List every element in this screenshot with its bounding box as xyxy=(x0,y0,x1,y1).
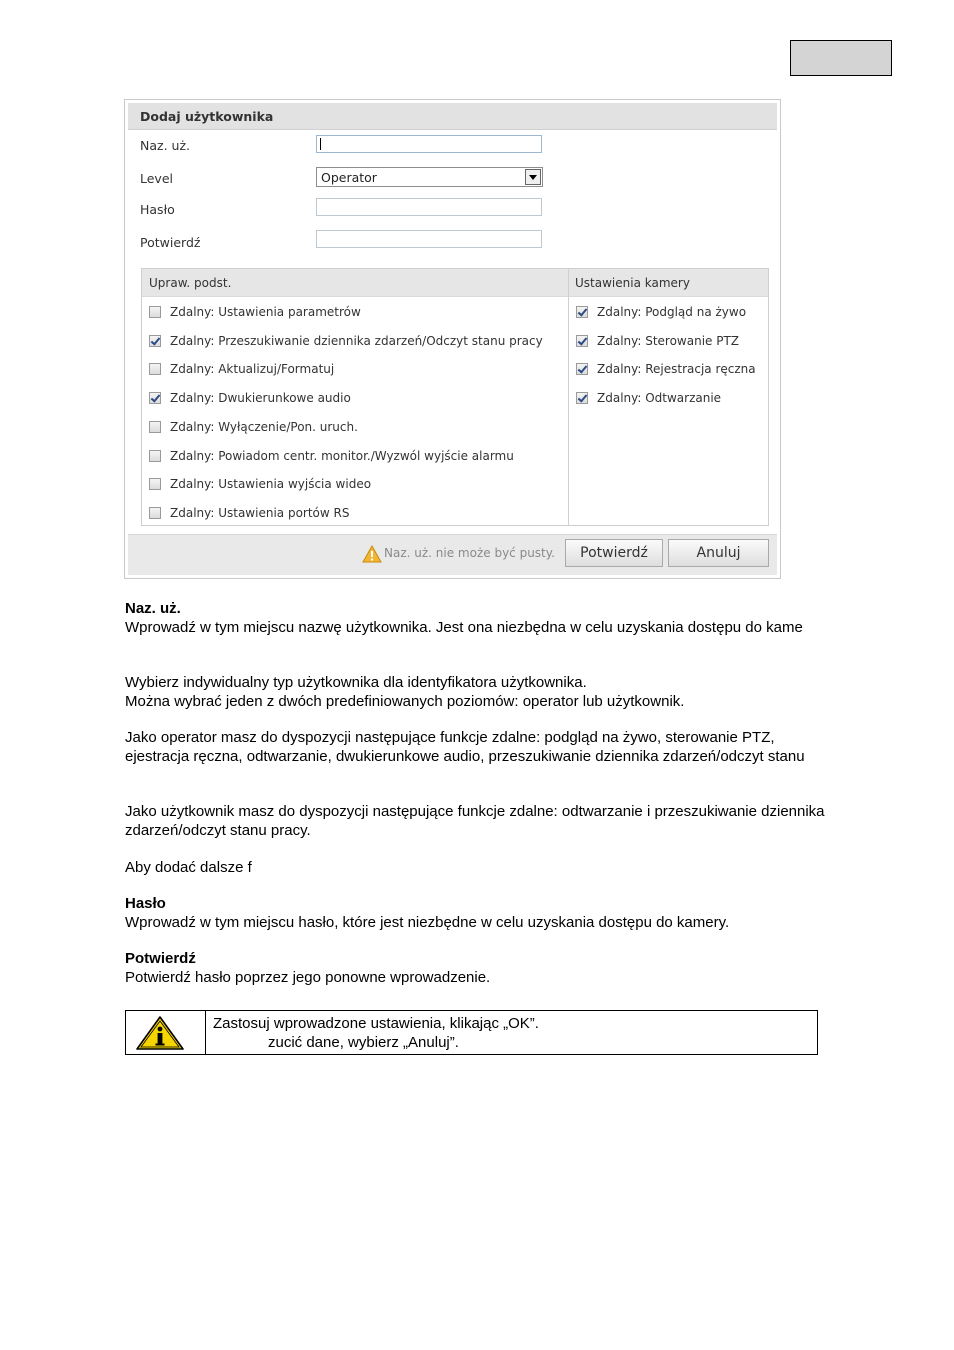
perm-label: Zdalny: Powiadom centr. monitor./Wyzwól wyjście alarmu xyxy=(170,449,514,463)
info-warning-icon xyxy=(135,1015,185,1051)
password-label: Hasło xyxy=(140,202,175,217)
perm-label: Zdalny: Ustawienia parametrów xyxy=(170,305,361,319)
warning-icon xyxy=(362,545,382,563)
para-add: Aby dodać dalsze f xyxy=(125,859,252,876)
chevron-down-icon[interactable] xyxy=(525,169,541,185)
permissions-panel xyxy=(141,268,769,526)
para-password: Wprowadź w tym miejscu hasło, które jest niezbędne w celu uzyskania dostępu do kamery. xyxy=(125,914,730,931)
permissions-divider xyxy=(568,269,569,525)
note-icon-cell xyxy=(126,1011,206,1054)
confirm-password-label: Potwierdź xyxy=(140,235,201,250)
para-user-2: zdarzeń/odczyt stanu pracy. xyxy=(125,822,311,839)
heading-confirm: Potwierdź xyxy=(125,950,196,967)
perm-label: Zdalny: Podgląd na żywo xyxy=(597,305,747,319)
dialog-footer xyxy=(128,534,777,575)
checkbox[interactable] xyxy=(149,392,161,404)
checkbox[interactable] xyxy=(149,306,161,318)
level-select[interactable] xyxy=(316,167,543,187)
perm-label: Zdalny: Ustawienia wyjścia wideo xyxy=(170,477,372,491)
level-label: Level xyxy=(140,171,173,186)
checkbox[interactable] xyxy=(576,335,588,347)
username-label: Naz. uż. xyxy=(140,138,190,153)
checkbox[interactable] xyxy=(149,450,161,462)
checkbox[interactable] xyxy=(149,507,161,519)
perm-label: Zdalny: Odtwarzanie xyxy=(597,391,722,405)
para-confirm: Potwierdź hasło poprzez jego ponowne wprowadzenie. xyxy=(125,969,491,986)
perm-label: Zdalny: Sterowanie PTZ xyxy=(597,334,740,348)
checkbox[interactable] xyxy=(149,335,161,347)
cancel-button[interactable]: Anuluj xyxy=(668,539,769,567)
para-level-1: Wybierz indywidualny typ użytkownika dla identyfikatora użytkownika. xyxy=(125,674,587,691)
camera-settings-title: Ustawienia kamery xyxy=(575,276,690,290)
username-input[interactable] xyxy=(316,135,542,153)
perm-label: Zdalny: Wyłączenie/Pon. uruch. xyxy=(170,420,358,434)
checkbox[interactable] xyxy=(576,392,588,404)
confirm-button[interactable]: Potwierdź xyxy=(565,539,663,567)
validation-warning: Naz. uż. nie może być pusty. xyxy=(384,546,555,560)
heading-username: Naz. uż. xyxy=(125,600,181,617)
perm-label: Zdalny: Ustawienia portów RS xyxy=(170,506,350,520)
checkbox[interactable] xyxy=(149,478,161,490)
checkbox[interactable] xyxy=(149,421,161,433)
heading-password: Hasło xyxy=(125,895,166,912)
para-username: Wprowadź w tym miejscu nazwę użytkownika. Jest ona niezbędna w celu uzyskania dostępu do kame xyxy=(125,619,803,636)
info-note xyxy=(125,1010,818,1055)
note-line-2: zucić dane, wybierz „Anuluj”. xyxy=(268,1034,459,1051)
checkbox[interactable] xyxy=(576,363,588,375)
dialog-title: Dodaj użytkownika xyxy=(140,109,274,124)
confirm-password-input[interactable] xyxy=(316,230,542,248)
para-user-1: Jako użytkownik masz do dyspozycji następujące funkcje zdalne: odtwarzanie i przeszukiwanie dziennika xyxy=(125,803,825,820)
para-operator-2: ejestracja ręczna, odtwarzanie, dwukierunkowe audio, przeszukiwanie dziennika zdarzeń/odczyt stanu xyxy=(125,748,805,765)
perm-label: Zdalny: Dwukierunkowe audio xyxy=(170,391,351,405)
basic-permissions-title: Upraw. podst. xyxy=(149,276,232,290)
checkbox[interactable] xyxy=(149,363,161,375)
perm-label: Zdalny: Rejestracja ręczna xyxy=(597,362,756,376)
level-select-value: Operator xyxy=(321,170,377,185)
text-caret xyxy=(320,138,321,150)
perm-label: Zdalny: Aktualizuj/Formatuj xyxy=(170,362,335,376)
para-operator-1: Jako operator masz do dyspozycji następujące funkcje zdalne: podgląd na żywo, sterowanie PTZ, xyxy=(125,729,775,746)
para-level-2: Można wybrać jeden z dwóch predefiniowanych poziomów: operator lub użytkownik. xyxy=(125,693,685,710)
note-line-1: Zastosuj wprowadzone ustawienia, klikając „OK”. xyxy=(213,1015,539,1032)
perm-label: Zdalny: Przeszukiwanie dziennika zdarzeń/Odczyt stanu pracy xyxy=(170,334,543,348)
password-input[interactable] xyxy=(316,198,542,216)
dialog-header xyxy=(128,103,777,130)
page-number-box xyxy=(790,40,892,76)
add-user-dialog xyxy=(124,99,781,579)
checkbox[interactable] xyxy=(576,306,588,318)
